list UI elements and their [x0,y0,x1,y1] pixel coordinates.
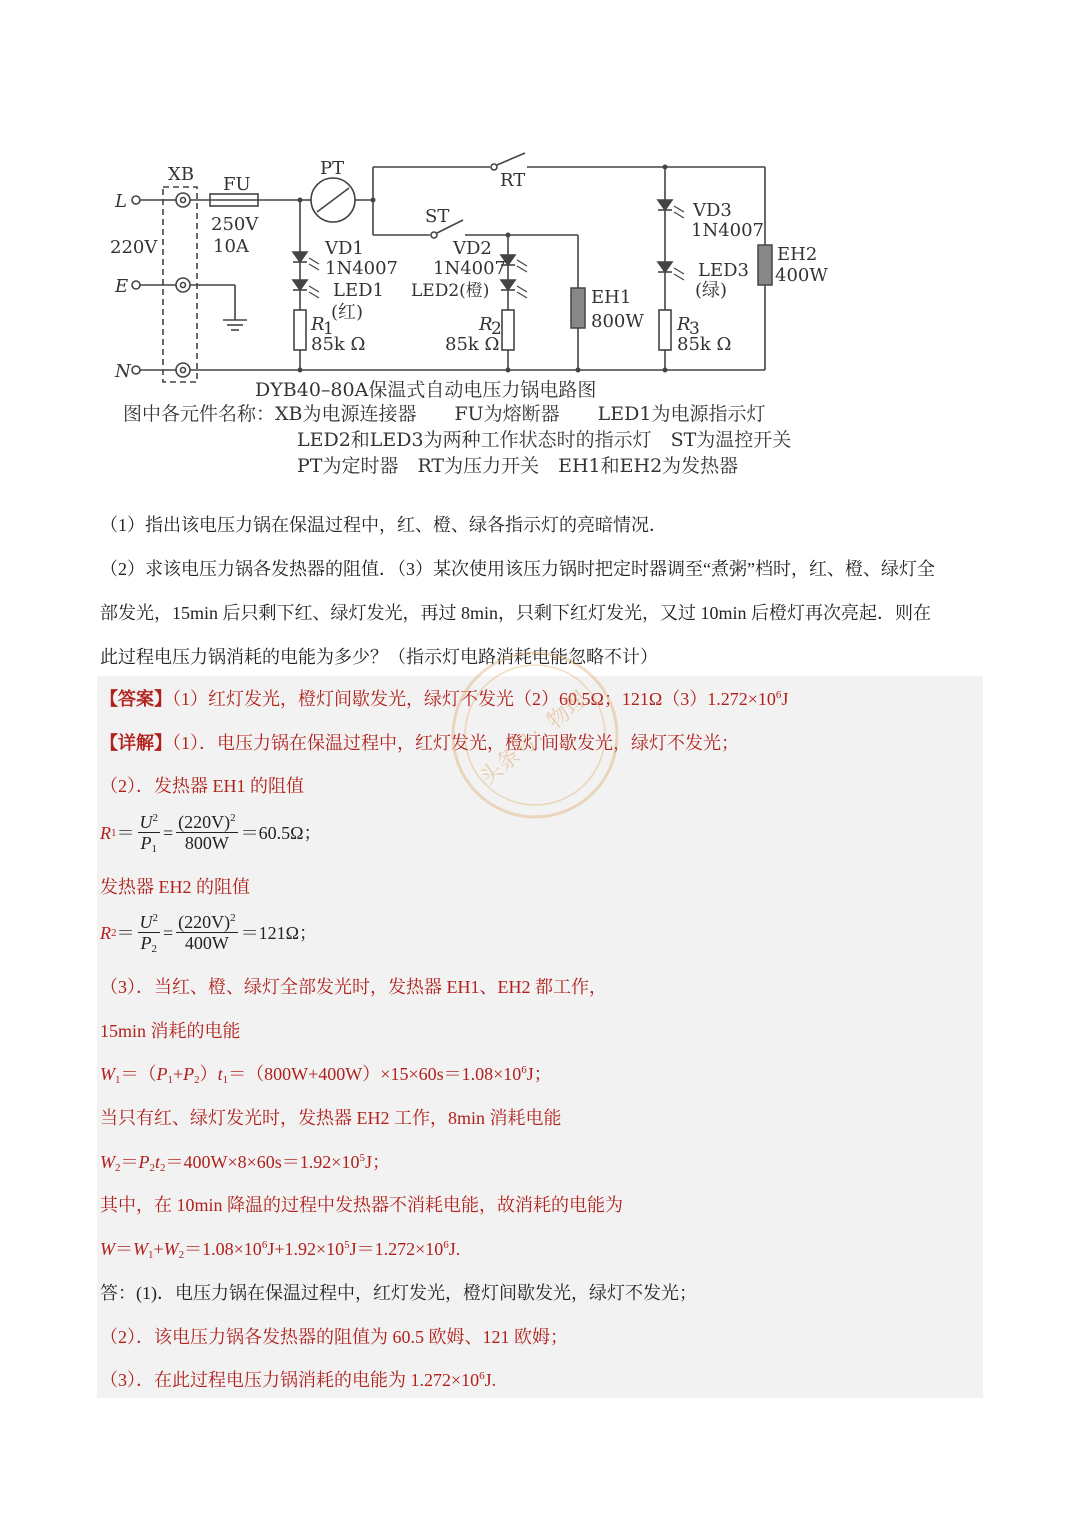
label-fu-current: 10A [213,236,249,257]
label-xb: XB [168,164,195,185]
frac2-220v: (220V) [178,912,231,932]
w1-t-sub: 1 [222,1074,229,1086]
answer-text: （1）红灯发光，橙灯间歇发光，绿灯不发光（2）60.5Ω；121Ω（3）1.272×10 [172,689,776,709]
label-led1-color: (红) [331,302,364,323]
final-answer-2: （2）．该电压力锅各发热器的阻值为 60.5 欧姆、121 欧姆； [100,1327,568,1347]
watermark-text: 头条号：物理 [475,686,593,791]
fraction-220-800 [176,812,238,853]
detail-line-5: 当只有红、绿灯发光时，发热器 EH2 工作，8min 消耗电能 [100,1108,562,1128]
frac2-220v-exp: 2 [230,912,236,924]
label-eh1-power: 800W [591,311,644,332]
w2-p: P [138,1152,150,1172]
label-e: E [115,276,129,297]
label-220v: 220V [110,237,158,258]
question-line-2: （2）求该电压力锅各发热器的阻值．（3）某次使用该压力锅时把定时器调至“煮粥”档时，红、橙、绿灯全 [100,559,935,579]
label-r1-value: 85k Ω [311,334,366,355]
w-exp-2: 5 [344,1239,350,1251]
equation-w [100,1238,460,1260]
frac2-u: U [139,912,153,932]
label-led3: LED3 [698,260,749,281]
frac-u-exp: 2 [152,812,158,824]
r2-equals: ＝ [116,922,135,943]
r1-symbol: R [100,822,111,843]
w-plus: + [153,1239,164,1259]
r1-equals: ＝ [116,822,135,843]
frac-p: P [140,833,152,853]
label-r3-sub: 3 [689,319,700,339]
detail-text-1: （1）．电压力锅在保温过程中，红灯发光，橙灯间歇发光，绿灯不发光； [172,733,739,753]
circuit-diagram [95,150,835,485]
w1-unit: J； [526,1064,552,1084]
detail-eh2-label: 发热器 EH2 的阻值 [100,877,250,897]
w1-p1-sub: 1 [167,1074,173,1086]
r1-result: ＝60.5Ω； [240,822,322,843]
question-line-1: （1）指出该电压力锅在保温过程中，红、橙、绿各指示灯的亮暗情况． [100,515,667,535]
w1-plus: + [173,1064,184,1084]
w1-sub: 1 [115,1074,121,1086]
w1-sym: W [100,1064,115,1084]
detail-line-6: 其中，在 10min 降温的过程中发热器不消耗电能，故消耗的电能为 [100,1195,623,1215]
w2-calc: ＝400W×8×60s＝1.92×10 [165,1152,360,1172]
diagram-title: DYB40–80A保温式自动电压力锅电路图 [255,379,597,401]
w-w2: W [163,1239,179,1259]
label-vd3-model: 1N4007 [691,220,765,241]
frac-p-sub: 1 [151,843,157,855]
frac-400w: 400W [184,933,229,953]
w1-exp: 6 [521,1064,527,1076]
resistor-r2 [502,310,514,350]
label-led2: LED2(橙) [411,281,490,301]
w1-c: ＝（ [120,1064,157,1084]
r2-symbol: R [100,922,111,943]
frac-800w: 800W [184,833,229,853]
w-unit: J. [448,1239,461,1259]
label-r1-sub: 1 [323,319,334,339]
label-r2-value: 85k Ω [445,334,500,355]
diagram-legend-line-2: LED2和LED3为两种工作状态时的指示灯 ST为温控开关 [297,429,792,451]
w1-paren: ） [199,1064,218,1084]
w2-exp: 5 [359,1152,365,1164]
question-line-3: 部发光，15min 后只剩下红、绿灯发光，再过 8min，只剩下红灯发光，又过 10min 后橙灯再次亮起．则在 [100,603,932,623]
w1-t: t [217,1064,223,1084]
detail-line-3: （3）．当红、橙、绿灯全部发光时，发热器 EH1、EH2 都工作， [100,977,607,997]
label-vd1: VD1 [325,238,364,259]
diagram-legend-line-1: 图中各元件名称：XB为电源连接器 FU为熔断器 LED1为电源指示灯 [123,403,766,425]
detail-line-2: （2）．发热器 EH1 的阻值 [100,776,304,796]
w2-t: t [155,1152,161,1172]
frac-220v: (220V) [178,812,231,832]
equation-w1 [100,1063,552,1085]
equation-r2: R 2 ＝ $\frac{U^2}{P_2}$ = $\frac{(220V)^2}{400W}$ ＝121Ω； [100,912,318,955]
label-led1: LED1 [333,280,384,301]
frac-u: U [139,812,153,832]
label-l: L [115,191,127,212]
detail-tag: 【详解】 [100,733,172,753]
question-line-4: 此过程电压力锅消耗的电能为多少？（指示灯电路消耗电能忽略不计） [100,647,658,667]
label-r3: R [677,314,691,335]
detail-line-1 [100,732,739,754]
fraction-u2-p2 [138,912,161,953]
label-r3-value: 85k Ω [677,334,732,355]
w-w2-sub: 2 [178,1249,185,1261]
label-st: ST [425,206,450,227]
w-w1-sub: 1 [148,1249,154,1261]
label-vd2-model: 1N4007 [433,258,507,279]
heater-eh1 [571,288,585,328]
diagram-legend-line-3: PT为定时器 RT为压力开关 EH1和EH2为发热器 [297,455,739,477]
resistor-r3 [659,310,671,350]
fraction-u2-p1 [138,812,161,853]
w-calc-1: ＝1.08×10 [184,1239,262,1259]
w-calc-3: J＝1.272×10 [349,1239,444,1259]
w1-p2-sub: 2 [194,1074,200,1086]
w-w1: W [133,1239,148,1259]
label-n: N [115,361,131,382]
w2-t-sub: 2 [160,1162,166,1174]
final-answer-1: 答：(1)．电压力锅在保温过程中，红灯发光，橙灯间歇发光，绿灯不发光； [100,1283,697,1303]
answer-line [100,688,788,710]
resistor-r1 [294,310,306,350]
equation-w2 [100,1151,390,1173]
answer-tag: 【答案】 [100,689,172,709]
label-r1: R [311,314,325,335]
w2-sym: W [100,1152,115,1172]
label-vd3: VD3 [693,200,732,221]
w-exp-3: 6 [443,1239,449,1251]
label-eh2: EH2 [777,244,818,265]
label-led3-color: (绿) [695,280,728,301]
w2-p-sub: 2 [149,1162,155,1174]
frac-220v-exp: 2 [230,812,236,824]
label-r2-sub: 2 [491,319,502,339]
w2-unit: J； [364,1152,390,1172]
w-calc-2: J+1.92×10 [267,1239,345,1259]
frac2-p-sub: 2 [151,943,157,955]
label-eh1: EH1 [591,287,632,308]
equation-r1: R 1 ＝ $\frac{U^2}{P_1}$ = $\frac{(220V)^2}{800W}$ ＝60.5Ω； [100,812,322,855]
label-vd2: VD2 [453,238,492,259]
label-vd1-model: 1N4007 [325,258,399,279]
heater-eh2 [758,245,772,285]
final-3-exp: 6 [479,1370,485,1382]
w-sym: W [100,1239,115,1259]
w1-calc: ＝（800W+400W）×15×60s＝1.08×10 [228,1064,522,1084]
label-rt: RT [500,170,526,191]
detail-line-4: 15min 消耗的电能 [100,1021,241,1041]
label-fu: FU [223,174,251,195]
w-eq: ＝ [115,1239,133,1259]
w1-p2: P [183,1064,195,1084]
w2-eq: ＝ [120,1152,139,1172]
w2-sub: 2 [115,1162,121,1174]
label-r2: R [479,314,493,335]
final-3-text: （3）．在此过程电压力锅消耗的电能为 1.272×10 [100,1370,480,1390]
r2-result: ＝121Ω； [240,922,318,943]
frac2-u-exp: 2 [152,912,158,924]
answer-unit: J [781,689,789,709]
answer-exp: 6 [775,689,782,701]
w-exp-1: 6 [261,1239,268,1251]
fraction-220-400 [176,912,238,953]
label-pt: PT [320,158,345,179]
label-fu-voltage: 250V [211,214,259,235]
label-eh2-power: 400W [775,265,828,286]
w1-p1: P [156,1064,168,1084]
final-3-unit: J. [484,1370,497,1390]
final-answer-3 [100,1369,496,1391]
frac2-p: P [140,933,152,953]
